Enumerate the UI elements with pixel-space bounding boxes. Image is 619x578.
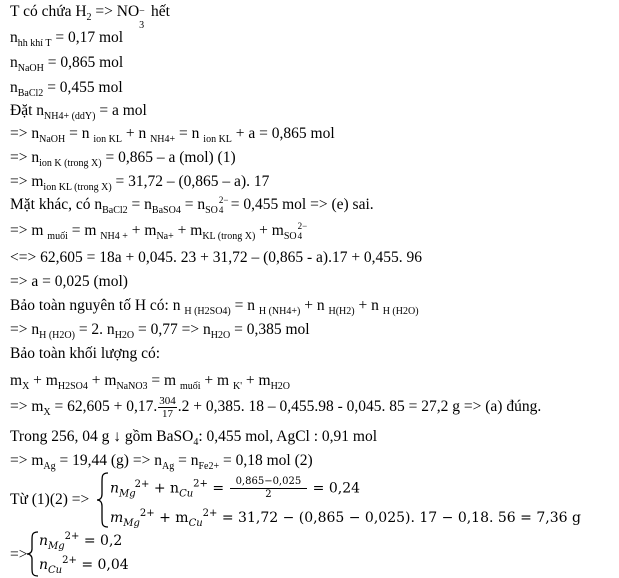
line-20: Từ (1)(2) => bbox=[10, 491, 90, 508]
left-brace-icon bbox=[26, 531, 40, 577]
line-5: Đặt $n_{NH4+ (ddY)} = a$ mol bbox=[10, 102, 147, 122]
line-3: $n_{NaOH} = 0,865$ mol bbox=[10, 54, 124, 74]
line-12: => a = 0,025 (mol) bbox=[10, 273, 128, 290]
line-4: $n_{BaCl2} = 0,455$ mol bbox=[10, 79, 123, 99]
system-2-row-1: $n_{Mg}^{2+} = 0,2$ bbox=[39, 531, 123, 552]
system-2-row-2: $n_{Cu}^{2+} = 0,04$ bbox=[39, 555, 129, 576]
line-8: => $m_{ion KL (trong X)} = 31,72 - (0,865 - a)$. 17 bbox=[10, 173, 270, 193]
line-16: $m_X + m_{H2SO4} + m_{NaNO3} = m$ $_{muối}$ + m $_{K'} + m_{H2O}$ bbox=[10, 372, 291, 392]
line-13: Bảo toàn nguyên tố H có: n $_{H (H2SO4)}$ = n $_{H (NH4+)}$ + n $_{H(H2)}$ + n $_{H (H2O)}$ bbox=[10, 297, 419, 317]
fraction-304-17: $\frac{304}{17}$ bbox=[159, 395, 176, 420]
line-7: => $n_{ion K (trong X)} = 0,865 - a$ (mol) (1) bbox=[10, 149, 236, 169]
line-10: => m $_{muối}$ = m $_{NH4 +} + m_{Na+} + m_{KL (trong X)} + m_{SO 2- 4}$ bbox=[10, 221, 308, 242]
line-18: Trong 256, 04 g ↓ gồm BaSO$_4$: 0,455 mol, AgCl : 0,91 mol bbox=[10, 428, 378, 448]
line-1: T có chứa $H_2$ => NO − 3 hết bbox=[10, 3, 170, 31]
line-9: Mặt khác, có $n_{BaCl2} = n_{BaSO4} = n_{SO 2- 4}$ = 0,455 mol => (e) sai. bbox=[10, 195, 374, 216]
line-22: => bbox=[10, 546, 28, 563]
system-1-row-2: $m_{Mg}^{2+} + m_{Cu}^{2+} = 31,72 - (0,865 - 0,025)$. 17 − 0,18. 56 = 7,36 g bbox=[110, 508, 581, 529]
line-14: => $n_{H (H2O)} = 2$. $n_{H2O} = 0,77 => n_{H2O} = 0,385$ mol bbox=[10, 321, 310, 341]
line-17: => $m_X = 62,605 + 0,17$. $\frac{304}{17}$ .2 + 0,385. 18 – 0,455.98 - 0,045. 85 = 27,2 g => (a) đúng. bbox=[10, 395, 542, 420]
fraction-sum-over-2: $\frac{0,865-0,025}{2}$ bbox=[230, 476, 308, 501]
left-brace-icon bbox=[96, 472, 110, 528]
line-15: Bảo toàn khối lượng có: bbox=[10, 345, 161, 362]
line-11: <=> 62,605 = 18a + 0,045. 23 + 31,72 – (0,865 - a).17 + 0,455. 96 bbox=[10, 249, 423, 266]
system-1-row-1: $n_{Mg}^{2+} + n_{Cu}^{2+}$ = $\frac{0,865-0,025}{2}$ = 0,24 bbox=[110, 476, 361, 500]
line-6: => $n_{NaOH} = n$ $_{ion KL}$ + n $_{NH4+}$ = n $_{ion KL}$ + a = 0,865 mol bbox=[10, 125, 335, 145]
line-19: => $m_{Ag} = 19,44$ $(g) => n_{Ag} = n_{Fe2+} = 0,18$ mol (2) bbox=[10, 452, 313, 472]
line-2: $n_{hh khí T} = 0,17$ mol bbox=[10, 29, 124, 49]
